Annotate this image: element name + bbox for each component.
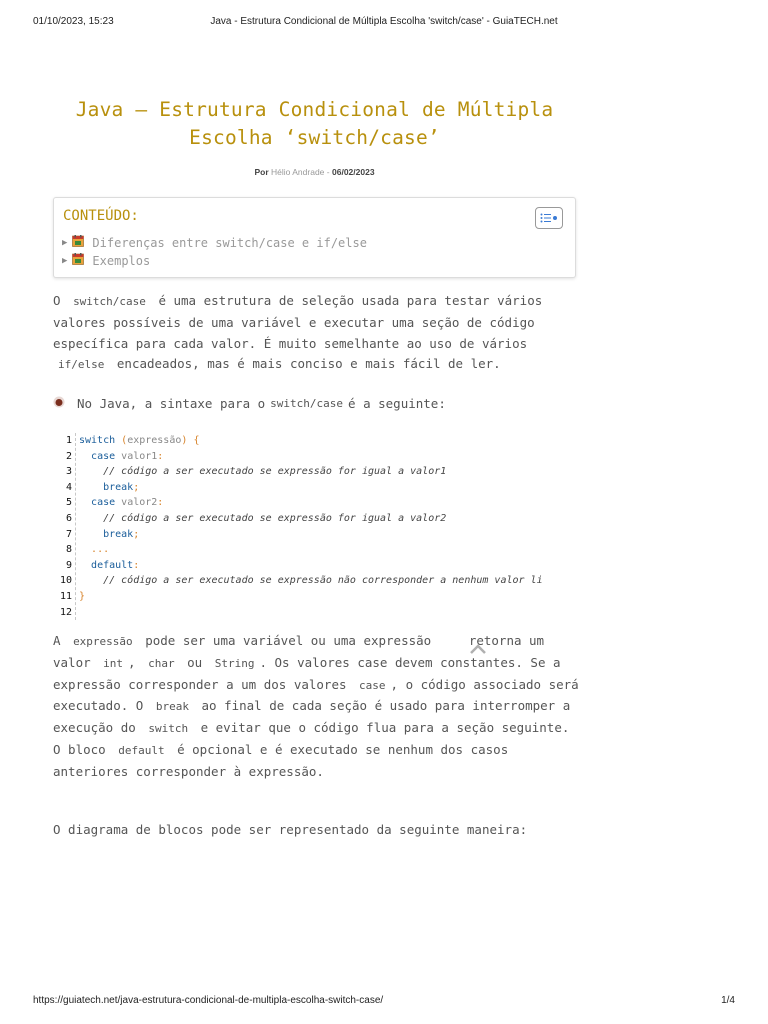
- line-number: 2: [65, 450, 72, 462]
- print-doc-title: Java - Estrutura Condicional de Múltipla Escolha 'switch/case' - GuiaTECH.net: [210, 16, 558, 27]
- text: O: [53, 293, 61, 308]
- toc-title: CONTEÚDO:: [63, 208, 139, 224]
- text: , o código associado será executado. O: [53, 676, 579, 714]
- print-datetime: 01/10/2023, 15:23: [33, 16, 114, 27]
- toc-item[interactable]: [62, 253, 150, 268]
- print-page-number: 1/4: [721, 995, 735, 1006]
- code-lines: [79, 433, 577, 620]
- inline-code: switch/case: [270, 397, 344, 410]
- inline-code: case: [359, 678, 386, 692]
- line-number: 8: [65, 544, 72, 556]
- byline-separator: -: [326, 167, 330, 177]
- toc-item-label: Exemplos: [92, 253, 151, 268]
- byline: [53, 167, 576, 177]
- toc-item-label: Diferenças entre switch/case e if/else: [92, 235, 367, 250]
- line-number: 9: [65, 559, 72, 571]
- inline-code: expressão: [73, 635, 133, 648]
- text: ao final de cada seção é usado para interromper a execução do: [53, 698, 571, 736]
- text: . Os valores case devem: [259, 654, 433, 670]
- article-title-line2: Escolha ‘switch/case’: [189, 126, 440, 149]
- line-number: 10: [59, 575, 72, 587]
- publish-date: 06/02/2023: [332, 167, 375, 177]
- text: ,: [128, 654, 136, 670]
- list-toggle-icon[interactable]: [535, 207, 563, 229]
- calendar-icon: [72, 253, 84, 268]
- brown-circle-icon: [53, 394, 65, 415]
- diagram-intro: O diagrama de blocos pode ser representado da seguinte maneira:: [53, 822, 528, 837]
- inline-code: default: [118, 743, 165, 757]
- text: encadeados, mas é mais conciso e mais fácil de ler.: [116, 356, 501, 372]
- line-number: 12: [59, 606, 72, 618]
- article-title: [53, 96, 576, 152]
- table-of-contents: [53, 197, 576, 278]
- code-line: // código a ser executado se expressão não corresponder a nenhum valor li: [103, 575, 543, 587]
- line-number: 7: [65, 528, 72, 540]
- text: ou: [187, 654, 203, 670]
- text: é opcional e é executado se nenhum dos casos anteriores corresponder à expressão.: [53, 741, 509, 779]
- text: retorna um valor: [53, 633, 545, 670]
- triangle-right-icon: ▶: [62, 237, 68, 248]
- code-line: // código a ser executado se expressão for igual a valor2: [103, 512, 447, 524]
- inline-code: if/else: [58, 358, 105, 372]
- code-line: ...: [91, 544, 110, 556]
- inline-code: break: [155, 700, 189, 714]
- inline-code: String: [214, 656, 255, 670]
- explanation-paragraph: [53, 631, 583, 783]
- code-line: break;: [103, 481, 140, 493]
- text: pode ser uma variável ou uma expressão: [145, 633, 432, 648]
- inline-code: char: [148, 656, 175, 670]
- text: e evitar que o código flua para a seção seguinte. O bloco: [53, 720, 570, 757]
- inline-code: switch: [148, 722, 189, 736]
- text: é uma estrutura de seleção usada para testar vários valores possíveis de uma variável e executar uma seção de código específica para cada valor. É muito semelhante ao uso de vários: [53, 293, 543, 351]
- text: A: [53, 633, 61, 648]
- print-url: https://guiatech.net/java-estrutura-condicional-de-multipla-escolha-switch-case/: [33, 995, 384, 1006]
- calendar-icon: [72, 235, 84, 250]
- toc-item[interactable]: [62, 235, 367, 250]
- line-number: 3: [65, 466, 72, 478]
- code-line: [79, 605, 577, 621]
- article-title-line1: Java – Estrutura Condicional de Múltipla: [75, 98, 554, 121]
- code-line: default:: [91, 559, 140, 571]
- code-line: }: [79, 590, 86, 602]
- text: constantes. Se a expressão corresponder a um dos valores: [53, 654, 561, 692]
- inline-code: switch/case: [73, 295, 146, 308]
- chevron-up-icon[interactable]: [469, 640, 487, 659]
- code-line: // código a ser executado se expressão for igual a valor1: [103, 466, 447, 478]
- triangle-right-icon: ▶: [62, 255, 68, 266]
- author-link[interactable]: Hélio Andrade: [271, 167, 325, 177]
- text: é a seguinte:: [348, 396, 446, 411]
- text: No Java, a sintaxe para o: [77, 396, 266, 411]
- inline-code: int: [103, 656, 124, 670]
- line-numbers: [53, 433, 76, 620]
- code-line: case valor2:: [91, 497, 164, 509]
- line-number: 5: [65, 497, 72, 509]
- line-number: 1: [65, 435, 72, 446]
- line-number: 4: [65, 481, 72, 493]
- line-number: 6: [65, 512, 72, 524]
- code-line: case valor1:: [91, 450, 164, 462]
- syntax-intro: [53, 394, 583, 415]
- code-line: break;: [103, 528, 140, 540]
- code-line: switch (expressão) {: [79, 435, 200, 446]
- byline-prefix: Por: [254, 167, 269, 177]
- code-block: [53, 433, 577, 623]
- intro-paragraph: [53, 291, 583, 376]
- line-number: 11: [59, 590, 72, 602]
